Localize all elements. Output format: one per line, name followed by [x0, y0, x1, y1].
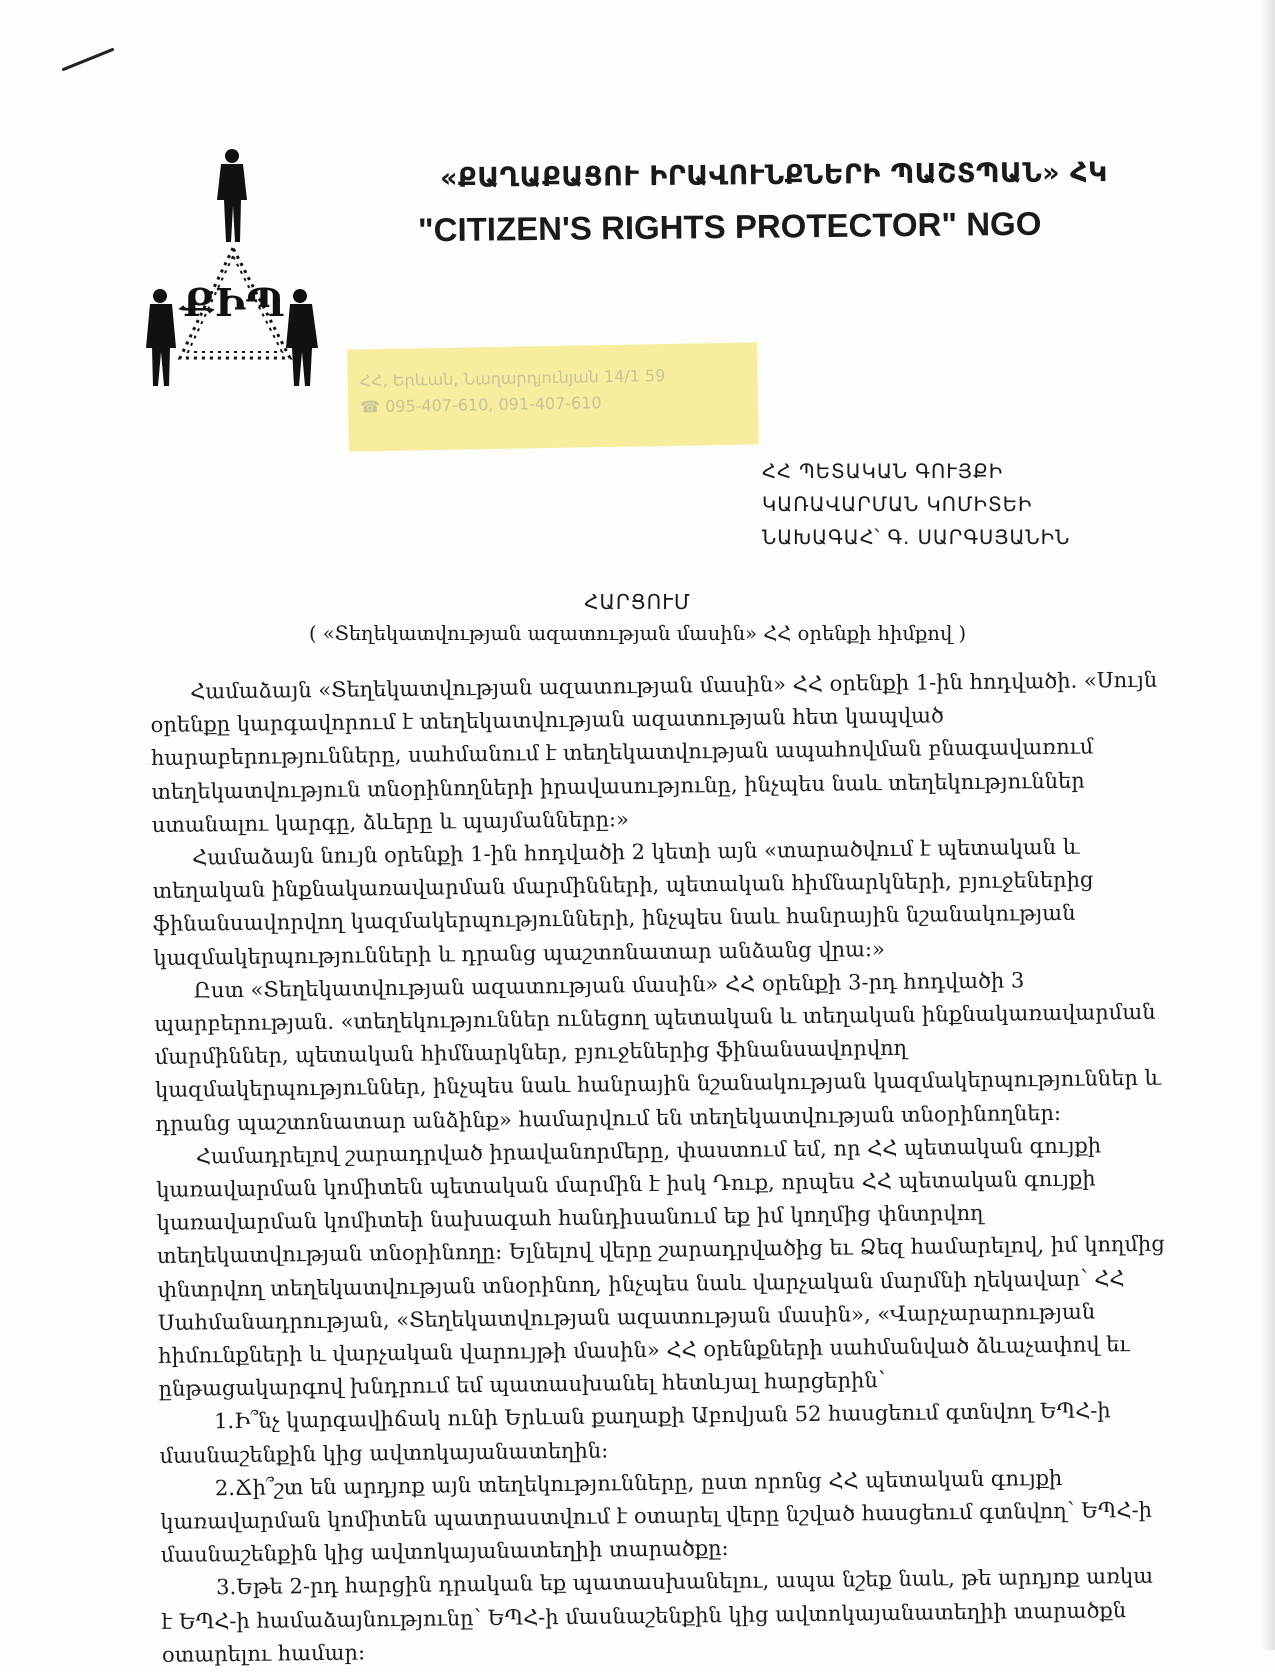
text-line: ընթացակարգով խնդրում եմ պատասխանել հետևյալ հարցերին՝ [158, 1368, 886, 1402]
text-line: 2.Ճի՞շտ են արդյոք այն տեղեկությունները, ըստ որոնց ՀՀ պետական գույքի [214, 1465, 1063, 1501]
text-line: մասնաշենքին կից ավտոկայանատեղին: [159, 1438, 609, 1468]
paragraph-1 [150, 664, 1158, 842]
document-subtitle: ( «Տեղեկատվության ազատության մասին» ՀՀ օրենքի հիմքով ) [308, 622, 967, 645]
text-line: կազմակերպություններ, ինչպես նաև հանրային նշանակության կազմակերպություններ և [154, 1066, 1162, 1103]
top-figure [217, 149, 247, 242]
addressee-line-1: ՀՀ ՊԵՏԱԿԱՆ ԳՈՒՅՔԻ [762, 460, 1004, 483]
text-line: ստանալու կարգը, ձևերը և պայմանները:» [151, 806, 630, 837]
text-line: կազմակերպությունների և դրանց պաշտոնատար անձանց վրա:» [153, 936, 886, 970]
text-line: մասնաշենքին կից ավտոկայանատեղիի տարածքը: [160, 1536, 729, 1568]
organization-logo [140, 148, 340, 418]
pen-mark [61, 48, 114, 72]
question-2 [160, 1461, 1161, 1573]
text-line: տեղական ինքնակառավարման մարմինների, պետական հիմնարկների, բյուջեներից [152, 867, 1094, 904]
text-line: մարմիններ, պետական հիմնարկներ, բյուջեներից ֆինանսավորվող [154, 1036, 908, 1070]
text-line: օրենքը կարգավորում է տեղեկատվության ազատության հետ կապված [150, 703, 945, 738]
text-line: Ըստ «Տեղեկատվության ազատության մասին» ՀՀ օրենքի 3-րդ հոդվածի 3 [193, 968, 1025, 1003]
text-line: կառավարման կոմիտեն պետական մարմին է իսկ Դուք, որպես ՀՀ պետական գույքի [156, 1166, 1096, 1203]
text-line: Համադրելով շարադրված իրավանորմերը, փաստում եմ, որ ՀՀ պետական գույքի [195, 1133, 1102, 1169]
paragraph-4 [156, 1129, 1165, 1407]
text-line: տեղեկատվություն տնօրինողների իրավասությունը, ինչպես նաև տեղեկություններ [151, 768, 1085, 804]
text-line: ֆինանսավորվող կազմակերպությունների, ինչպես նաև հանրային նշանակության [152, 901, 1076, 937]
text-line: տեղեկատվության տնօրինողը: Ելնելով վերը շարադրվածից եւ Ձեզ համարելով, իմ կողմից [156, 1232, 1165, 1269]
text-line: հիմունքների և վարչական վարույթի մասին» ՀՀ օրենքների սահմանված ձևաչափով եւ [158, 1332, 1130, 1369]
organization-name-armenian: «ՔԱՂԱՔԱՑՈՒ ԻՐԱՎՈՒՆՔՆԵՐԻ ՊԱՇՏՊԱՆ» ՀԿ [439, 157, 1108, 194]
document-body [150, 664, 1165, 1672]
text-line: դրանց պաշտոնատար անձինք» համարվում են տեղեկատվության տնօրինողներ: [155, 1100, 1062, 1136]
question-3 [161, 1560, 1162, 1672]
addressee-line-2: ԿԱՌԱՎԱՐՄԱՆ ԿՈՄԻՏԵԻ [762, 493, 1033, 516]
text-line: է ԵՊՀ-ի համաձայնությունը՝ ԵՊՀ-ի մասնաշենքին կից ավտոկայանատեղիի տարածքն [161, 1597, 1127, 1634]
scan-edge [1261, 0, 1275, 1650]
text-line: պարբերության. «տեղեկություններ ունեցող պետական և տեղական ինքնակառավարման [154, 999, 1156, 1037]
left-figure [146, 289, 176, 386]
addressee-block [762, 455, 1070, 554]
text-line: Համաձայն նույն օրենքի 1-ին հոդվածի 2 կետի այն «տարածվում է պետական և [192, 834, 1080, 870]
question-1 [159, 1394, 1160, 1473]
text-line: հարաբերությունները, սահմանում է տեղեկատվության ապահովման բնագավառում [150, 734, 1094, 771]
redacted-contact-block [347, 342, 759, 451]
text-line: 1.Ի՞նչ կարգավիճակ ունի Երևան քաղաքի Աբովյան 52 հասցեում գտնվող ԵՊՀ-ի [213, 1398, 1111, 1434]
addressee-line-3: ՆԱԽԱԳԱՀ՝ Գ. ՍԱՐԳՍՅԱՆԻՆ [762, 526, 1071, 549]
logo-graphic [140, 148, 340, 418]
redacted-address: ՀՀ, Երևան, Նաղարդյունյան 14/1 59 [359, 366, 666, 391]
logo-letters: ՔԻՊ [181, 280, 285, 325]
right-figure [286, 289, 318, 386]
document-title: ՀԱՐՑՈՒՄ [584, 590, 691, 614]
organization-name-english: "CITIZEN'S RIGHTS PROTECTOR" NGO [417, 204, 1042, 249]
text-line: կառավարման կոմիտեն պատրաստվում է օտարել վերը նշված հասցեում գտնվող՝ ԵՊՀ-ի [160, 1497, 1153, 1535]
text-line: կառավարման կոմիտեի նախագահ հանդիսանում եք իմ կողմից փնտրվող [156, 1201, 984, 1236]
text-line: Սահմանադրության, «Տեղեկատվության ազատության մասին», «Վարչարարության [157, 1299, 1096, 1335]
paragraph-2 [152, 830, 1154, 975]
text-line: 3.Եթե 2-րդ հարցին դրական եք պատասխանելու, ապա նշեք նաև, թե արդյոք առկա [215, 1564, 1154, 1600]
paragraph-3 [154, 963, 1162, 1141]
redacted-phone: ☎ 095-407-610, 091-407-610 [359, 393, 602, 417]
text-line: օտարելու համար: [161, 1640, 366, 1667]
text-line: փնտրվող տեղեկատվության տնօրինող, ինչպես նաև վարչական մարմնի ղեկավար՝ ՀՀ [157, 1265, 1125, 1302]
text-line: Համաձայն «Տեղեկատվության ազատության մասին» ՀՀ օրենքի 1-ին հոդվածի. «Սույն [190, 667, 1158, 704]
